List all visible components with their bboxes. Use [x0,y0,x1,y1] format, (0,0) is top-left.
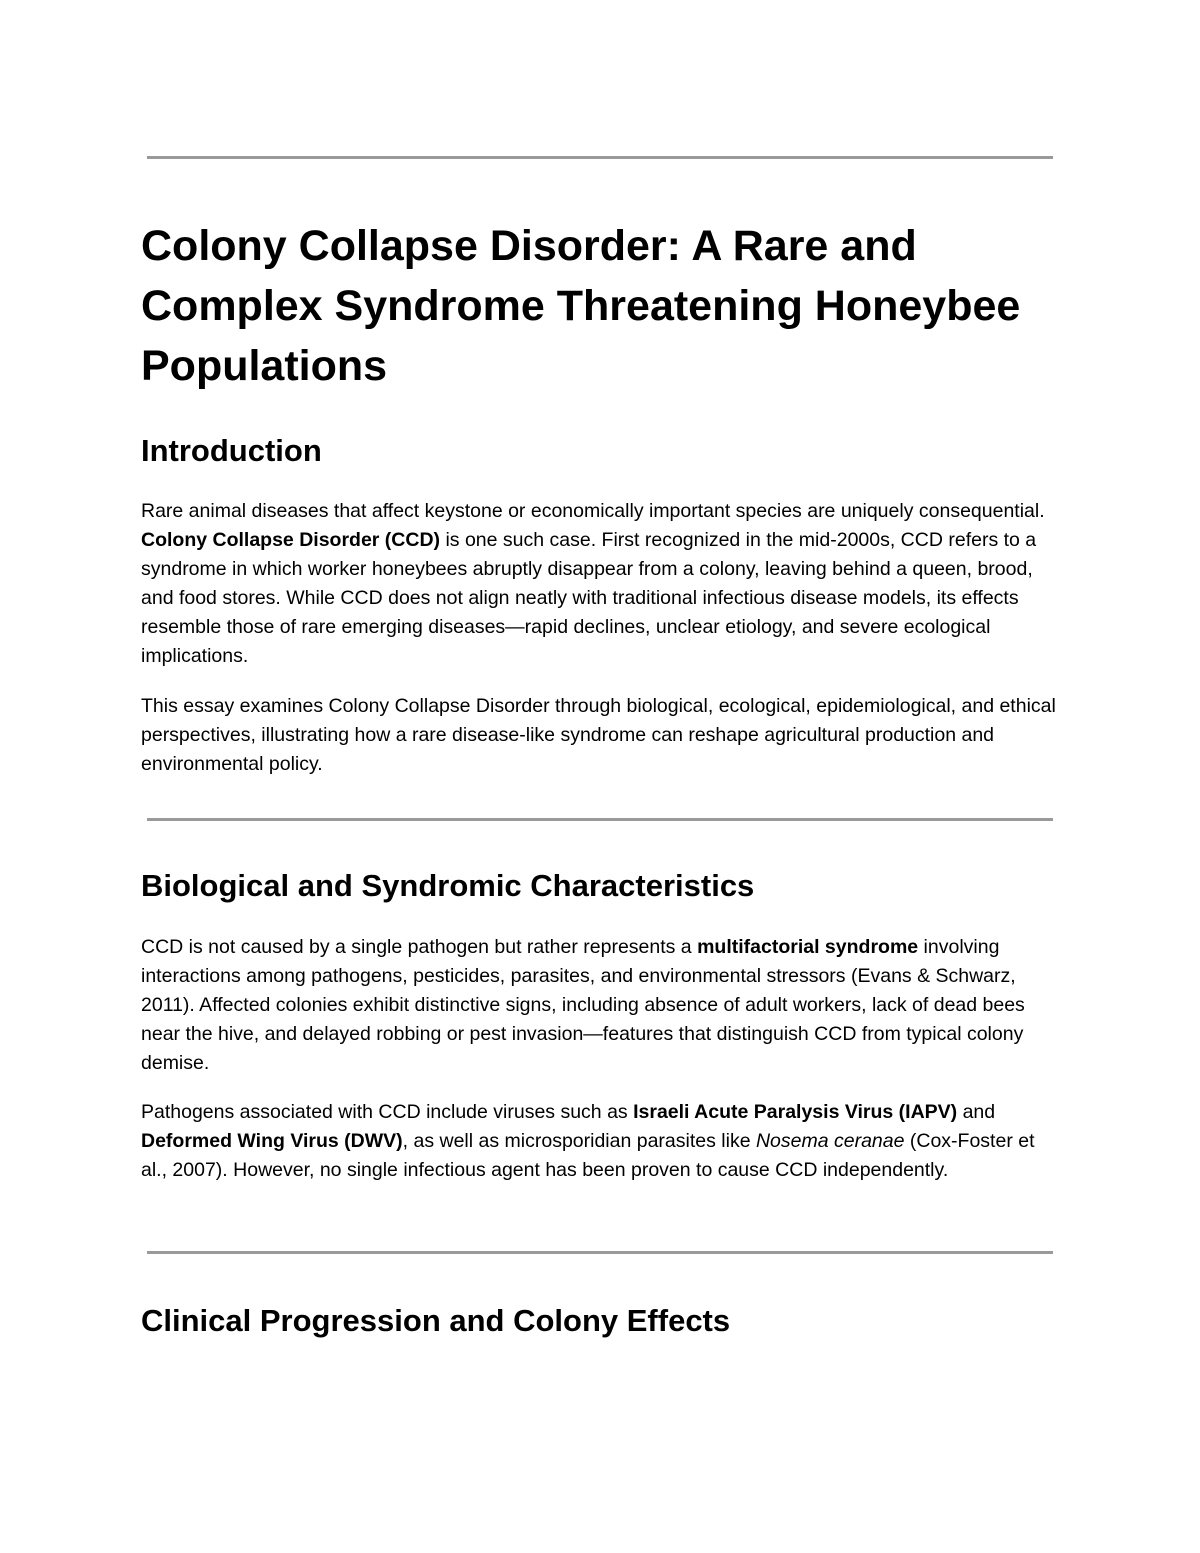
horizontal-rule [147,1251,1053,1254]
biological-paragraph-2 [141,1098,1061,1185]
intro-paragraph-2: This essay examines Colony Collapse Disorder through biological, ecological, epidemiological, and ethical perspectives, illustrating how a rare disease-like syndrome can reshape agricultural production and environmental policy. [141,695,1056,775]
intro-paragraph-1 [141,497,1061,671]
bold-term: Israeli Acute Paralysis Virus (IAPV) [633,1101,958,1123]
section-heading-clinical: Clinical Progression and Colony Effects [141,1303,731,1338]
bold-term: Colony Collapse Disorder (CCD) [141,529,441,551]
bold-term: Deformed Wing Virus (DWV) [141,1130,403,1152]
horizontal-rule [147,156,1053,159]
document-title: Colony Collapse Disorder: A Rare and Complex Syndrome Threatening Honeybee Populations [141,222,1021,390]
horizontal-rule [147,818,1053,821]
section-heading-introduction: Introduction [141,433,322,468]
text-run: (Cox-Foster et al., 2007). However, no single infectious agent has been proven to cause CCD independently. [141,1130,1035,1181]
biological-paragraph-1 [141,933,1061,1078]
section-heading-biological: Biological and Syndromic Characteristics [141,868,755,903]
bold-term: multifactorial syndrome [697,936,919,958]
text-run: involving interactions among pathogens, pesticides, parasites, and environmental stressors (Evans & Schwarz, 2011). Affected colonies exhibit distinctive signs, including absence of adult workers, lack of dead bees near the hive, and delayed robbing or pest invasion—features that distinguish CCD from typical colony demise. [141,936,1025,1074]
text-run: and [957,1101,996,1123]
italic-term: Nosema ceranae [755,1130,905,1152]
text-run: Pathogens associated with CCD include viruses such as [141,1101,634,1123]
text-run: CCD is not caused by a single pathogen but rather represents a [141,936,698,958]
text-run: , as well as microsporidian parasites like [402,1130,756,1152]
text-run: is one such case. First recognized in the mid-2000s, CCD refers to a syndrome in which worker honeybees abruptly disappear from a colony, leaving behind a queen, brood, and food stores. While CCD does not align neatly with traditional infectious disease models, its effects resemble those of rare emerging diseases—rapid declines, unclear etiology, and severe ecological implications. [141,529,1037,667]
text-run: Rare animal diseases that affect keystone or economically important species are uniquely consequential. [141,500,1045,522]
